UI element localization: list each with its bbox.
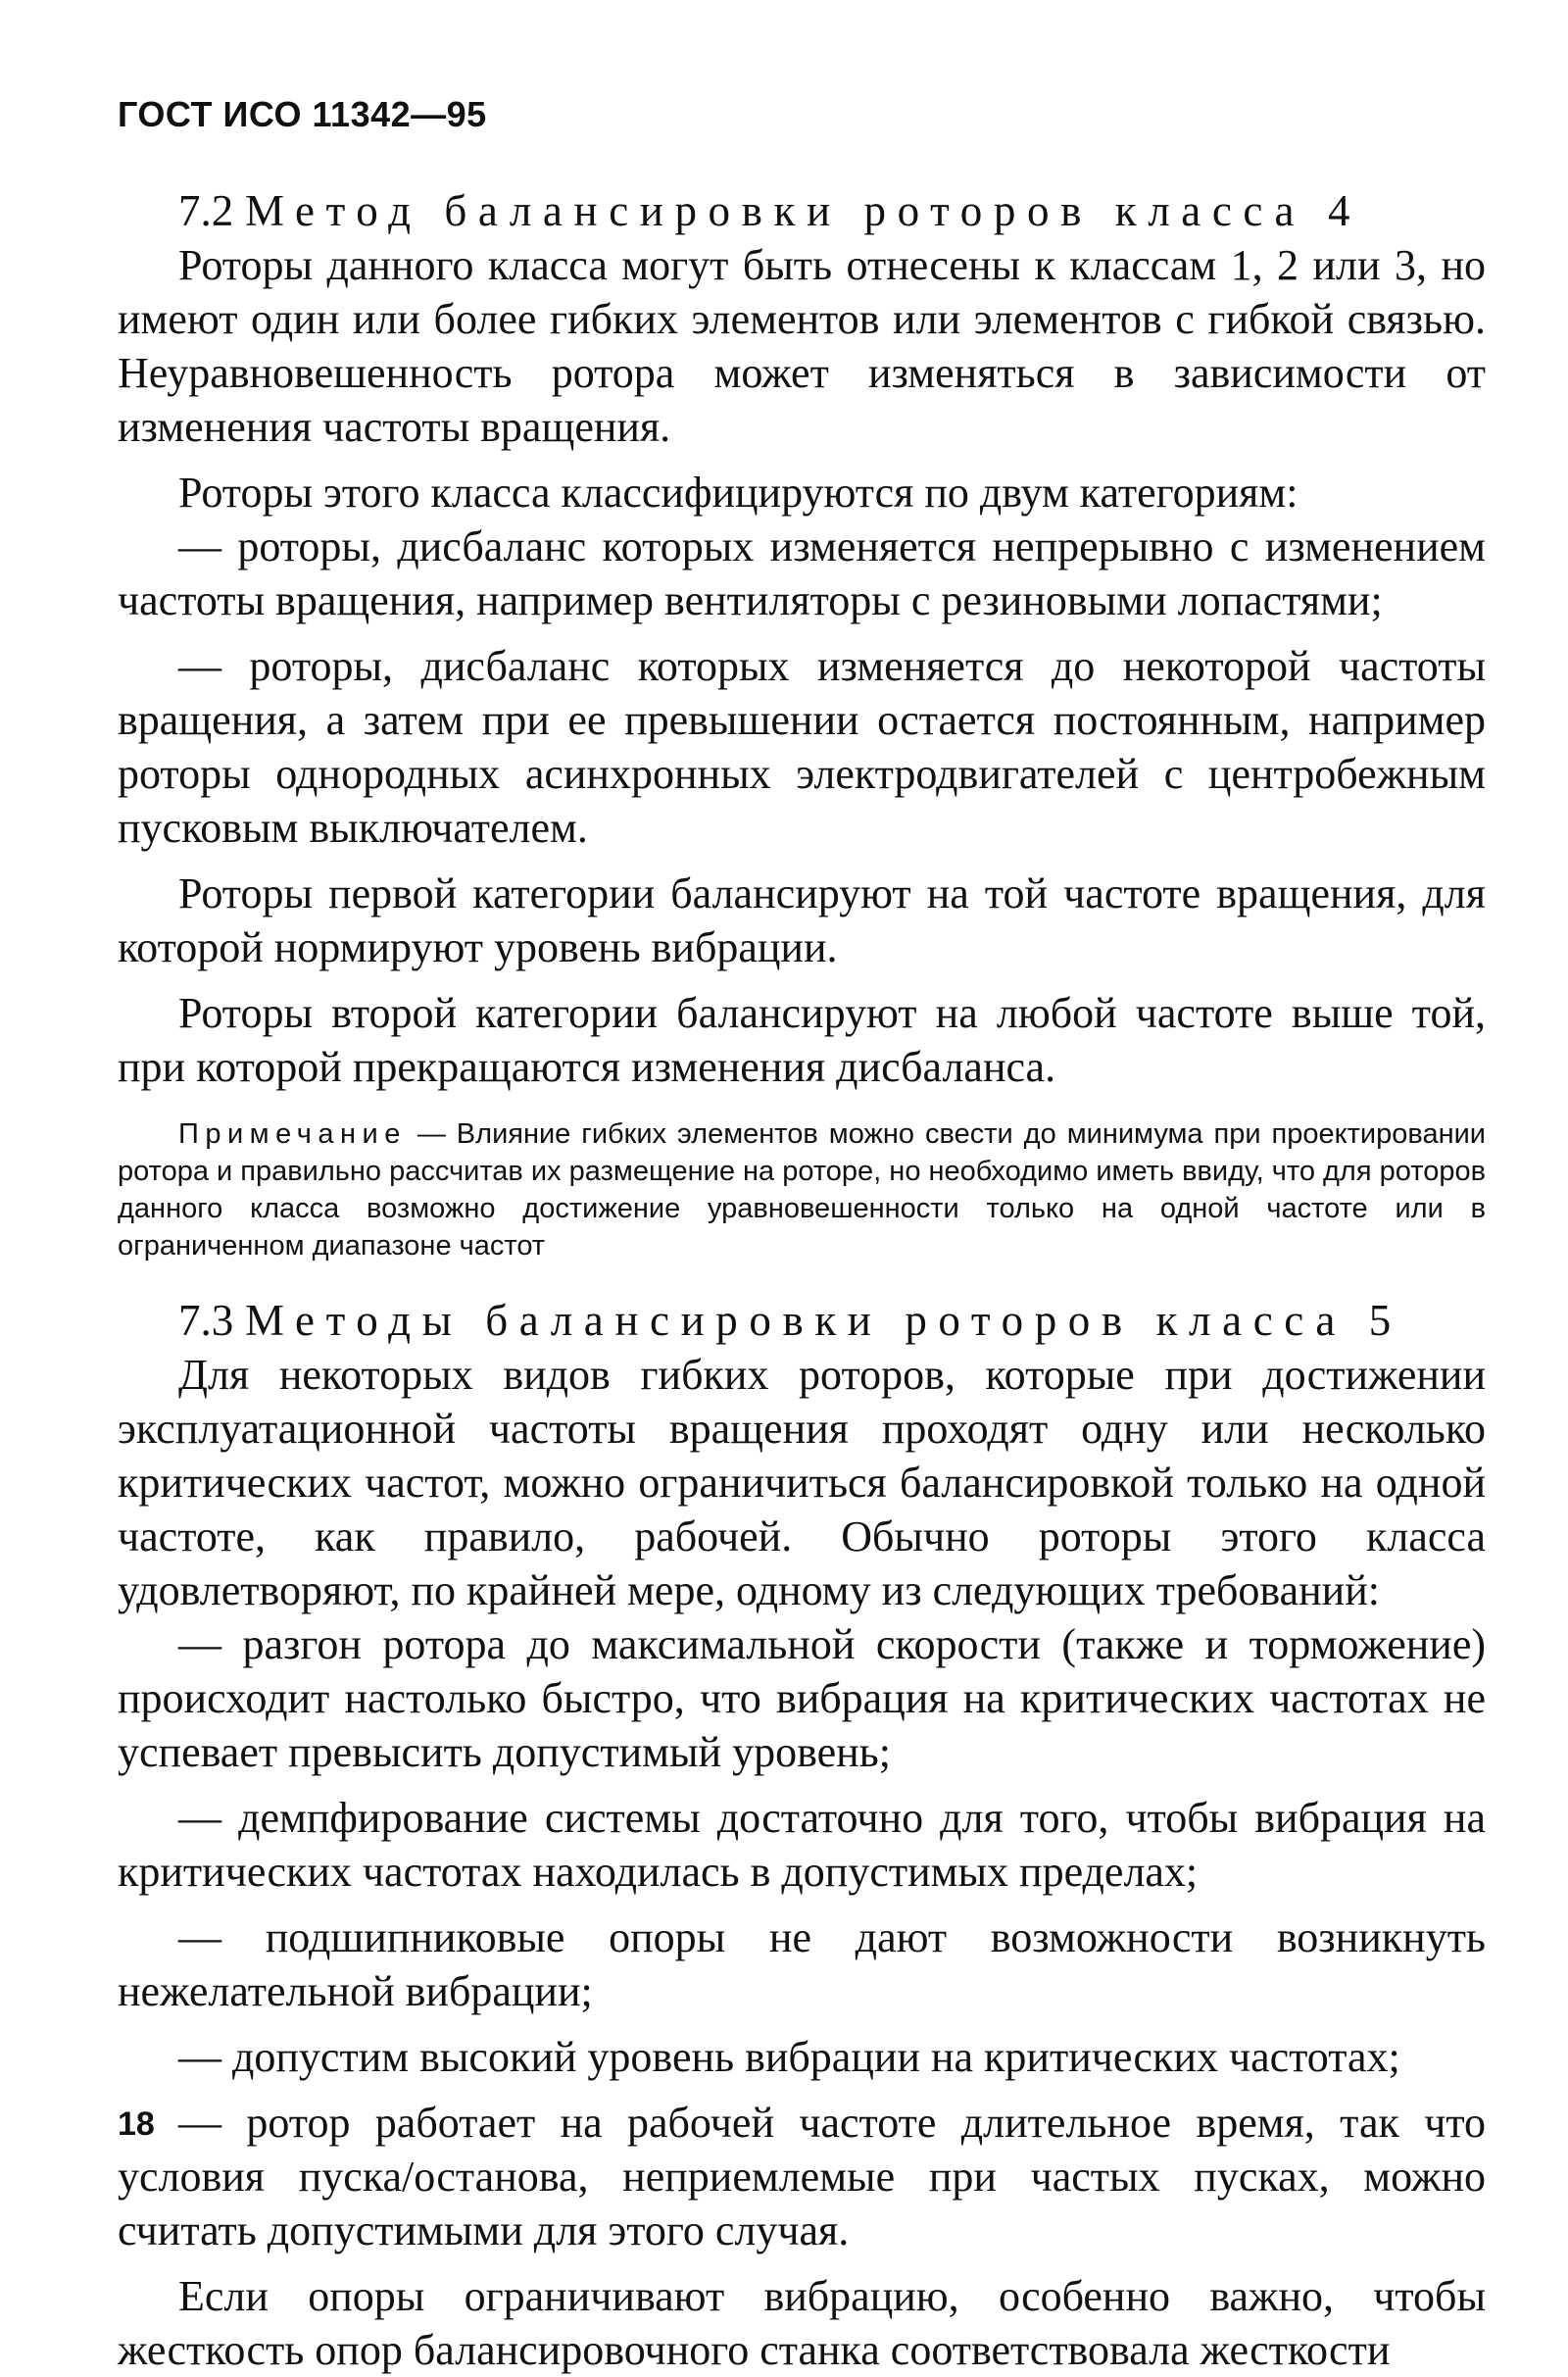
list-item: — демпфирование системы достаточно для того, чтобы вибрация на критических частотах находилась в допустимых пределах;	[118, 1794, 1486, 1896]
paragraph: Роторы первой категории балансируют на той частоте вращения, для которой нормируют уровень вибрации.	[118, 869, 1486, 971]
page-number: 18	[118, 2105, 155, 2143]
paragraph: Роторы этого класса классифицируются по двум категориям:	[178, 469, 1298, 517]
list-item: — допустим высокий уровень вибрации на критических частотах;	[178, 2033, 1400, 2081]
paragraph: Роторы данного класса могут быть отнесены к классам 1, 2 или 3, но имеют один или более гибких элементов или элементов с гибкой связью. Неуравновешенность ротора может изменяться в зависимости от изменения частоты вращения.	[118, 241, 1486, 451]
list-item: — ротор работает на рабочей частоте длительное время, так что условия пуска/останова, неприемлемые при частых пусках, можно считать допустимыми для этого случая.	[118, 2099, 1486, 2254]
note-label: Примечание	[178, 1118, 407, 1150]
list-item: — роторы, дисбаланс которых изменяется непрерывно с изменением частоты вращения, например вентиляторы с резиновыми лопастями;	[118, 522, 1486, 624]
section-7-2-title	[118, 184, 1486, 238]
section-number: 7.3	[178, 1296, 234, 1345]
section-heading: Методы балансировки роторов класса 5	[245, 1296, 1402, 1345]
paragraph: Роторы второй категории балансируют на любой частоте выше той, при которой прекращаются изменения дисбаланса.	[118, 989, 1486, 1091]
section-number: 7.2	[178, 186, 234, 235]
paragraph: Если опоры ограничивают вибрацию, особенно важно, чтобы жесткость опор балансировочного станка соответствовала жесткости	[118, 2272, 1486, 2374]
paragraph: Для некоторых видов гибких роторов, которые при достижении эксплуатационной частоты вращения проходят одну или несколько критических частот, можно ограничиться балансировкой только на одной частоте, как правило, рабочей. Обычно роторы этого класса удовлетворяют, по крайней мере, одному из следующих требований:	[118, 1351, 1486, 1614]
note	[118, 1115, 1486, 1264]
standard-header: ГОСТ ИСО 11342—95	[118, 94, 487, 134]
section-7-3-title	[118, 1294, 1486, 1348]
list-item: — разгон ротора до максимальной скорости (также и торможение) происходит настолько быстро, что вибрация на критических частотах не успевает превысить допустимый уровень;	[118, 1620, 1486, 1776]
list-item: — роторы, дисбаланс которых изменяется до некоторой частоты вращения, а затем при ее превышении остается постоянным, например роторы однородных асинхронных электродвигателей с центробежным пусковым выключателем.	[118, 642, 1486, 852]
note-text: — Влияние гибких элементов можно свести до минимума при проектировании ротора и правильно рассчитав их размещение на роторе, но необходимо иметь ввиду, что для роторов данного класса возможно достижение уравновешенности только на одной частоте или в ограниченном диапазоне частот	[118, 1118, 1486, 1262]
section-heading: Метод балансировки роторов класса 4	[245, 186, 1362, 235]
page-body	[118, 94, 1486, 2377]
list-item: — подшипниковые опоры не дают возможности возникнуть нежелательной вибрации;	[118, 1913, 1486, 2015]
